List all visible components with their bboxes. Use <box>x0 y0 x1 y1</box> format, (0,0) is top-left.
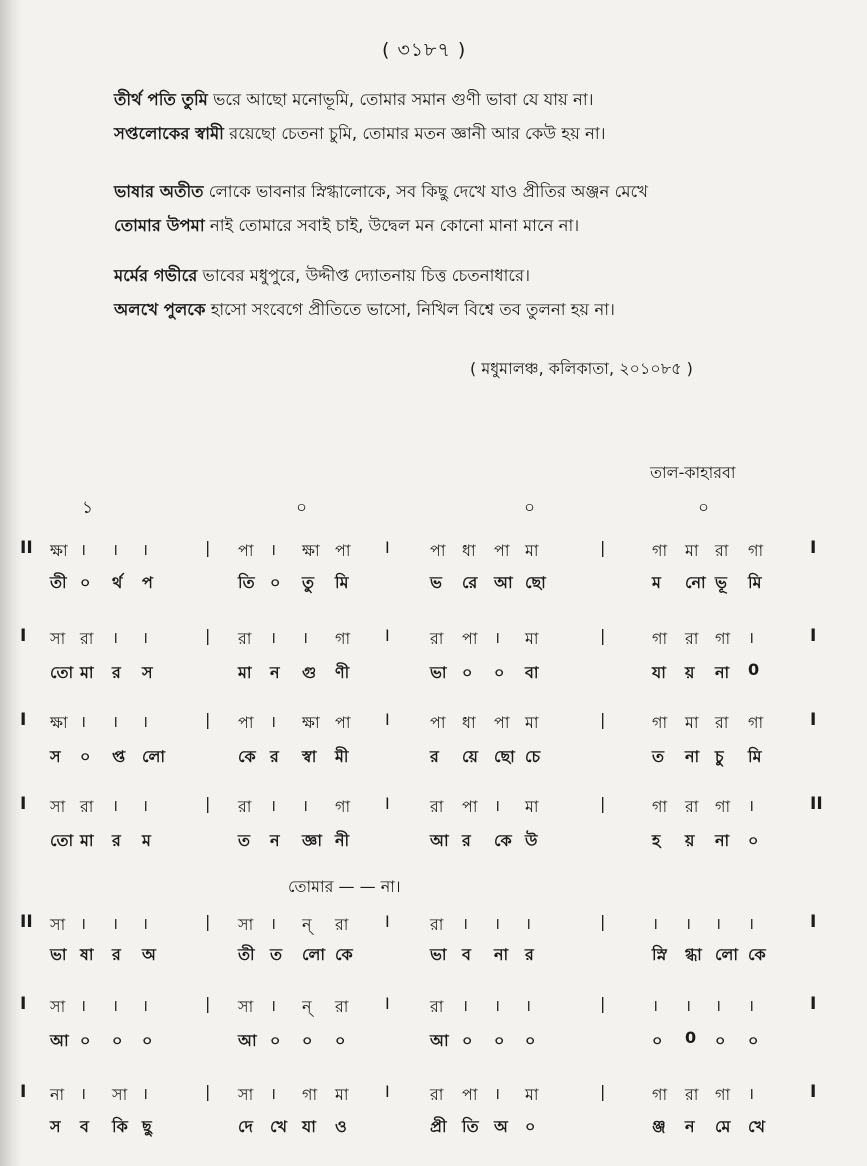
verse-line-rest: হাসো সংবেগে প্রীতিতে ভাসো, নিখিল বিশ্বে তব তুলনা হয় না। <box>205 300 615 319</box>
swara-note: । <box>302 628 309 647</box>
division-barline: | <box>600 710 606 729</box>
beat-marker: ০ <box>698 498 710 518</box>
swara-note: গা <box>335 797 351 816</box>
verse-line-start: সপ্তলোকের স্বামী <box>114 124 224 143</box>
lyric-syllable: ০ <box>270 573 281 592</box>
swara-note: পা <box>238 541 254 560</box>
swara-note: পা <box>335 713 351 732</box>
swara-note: মা <box>525 541 539 560</box>
swara-note: গা <box>748 541 764 560</box>
lyric-syllable: র্থ <box>112 573 123 592</box>
lyric-syllable: ন <box>685 1117 695 1136</box>
swara-note: সা <box>238 997 254 1016</box>
lyric-syllable: রে <box>462 573 478 592</box>
swara-note: । <box>112 540 119 559</box>
swara-note: রা <box>238 797 252 816</box>
swara-note: । <box>748 628 755 647</box>
verse-line-rest: ভাবের মধুপুরে, উদ্দীপ্ত দ্যোতনায় চিত্ত চেতনাধারে। <box>197 266 530 285</box>
lyric-syllable: জ্ঞা <box>302 831 322 850</box>
lyric-syllable: ভা <box>430 945 447 964</box>
division-barline: | <box>205 912 211 931</box>
division-barline: | <box>205 626 211 645</box>
division-barline: I <box>385 538 390 557</box>
swara-note: রা <box>430 1085 444 1104</box>
notation-lyric-row <box>0 1114 867 1150</box>
lyric-syllable: ব <box>80 1117 89 1136</box>
swara-note: । <box>80 914 87 933</box>
lyric-syllable: দে <box>238 1117 253 1136</box>
swara-note: । <box>270 628 277 647</box>
swara-note: ক্ষা <box>50 541 68 560</box>
verse-line-start: তীর্থ পতি তুমি <box>114 90 208 109</box>
swara-note: । <box>525 996 532 1015</box>
lyric-syllable: ত <box>238 831 251 850</box>
swara-note: । <box>715 996 722 1015</box>
lyric-syllable: র <box>112 663 121 682</box>
lyric-syllable: ০ <box>748 1031 759 1050</box>
notation-note-row <box>0 710 867 746</box>
division-barline: | <box>205 994 211 1013</box>
lyric-syllable: গু <box>302 663 317 682</box>
verse-line <box>114 92 594 109</box>
swara-note: গা <box>748 713 764 732</box>
swara-note: পা <box>238 713 254 732</box>
lyric-syllable: মি <box>748 573 762 592</box>
swara-note: মা <box>685 713 699 732</box>
lyric-syllable: ত <box>270 945 283 964</box>
lyric-syllable: নী <box>335 831 350 850</box>
end-barline: I <box>810 1082 817 1102</box>
lyric-syllable: র <box>112 945 121 964</box>
swara-note: । <box>80 540 87 559</box>
lyric-syllable: ণী <box>335 663 350 682</box>
swara-note: রা <box>430 997 444 1016</box>
lyric-syllable: অ <box>494 1117 508 1136</box>
lyric-syllable: ন <box>270 831 280 850</box>
taal-label: তাল-কাহারবা <box>650 463 736 482</box>
swara-note: গা <box>652 713 668 732</box>
swara-note: । <box>270 914 277 933</box>
swara-note: পা <box>494 541 510 560</box>
swara-note: । <box>748 914 755 933</box>
swara-note: গা <box>715 797 731 816</box>
swara-note: গা <box>715 629 731 648</box>
notation-lyric-row <box>0 660 867 696</box>
notation-note-row <box>0 994 867 1030</box>
swara-note: ক্ষা <box>50 713 68 732</box>
swara-note: । <box>685 996 692 1015</box>
swara-note: । <box>112 796 119 815</box>
swara-note: রা <box>430 629 444 648</box>
division-barline: I <box>385 710 390 729</box>
swara-note: ধা <box>462 541 476 560</box>
swara-note: । <box>748 796 755 815</box>
lyric-syllable: লো <box>302 945 326 964</box>
lyric-syllable: নো <box>685 573 706 592</box>
division-barline: I <box>385 912 390 931</box>
swara-note: ন্ <box>302 997 312 1016</box>
lyric-syllable: মি <box>748 747 762 766</box>
swara-note: পা <box>462 1085 478 1104</box>
swara-note: রা <box>715 541 729 560</box>
division-barline: I <box>385 1082 390 1101</box>
swara-note: রা <box>430 915 444 934</box>
lyric-syllable: ০ <box>80 1031 91 1050</box>
swara-note: । <box>748 996 755 1015</box>
swara-note: রা <box>335 915 349 934</box>
swara-note: গা <box>652 541 668 560</box>
lyric-syllable: ত <box>652 747 665 766</box>
swara-note: । <box>142 540 149 559</box>
verse-line <box>114 184 648 201</box>
start-barline: I <box>20 994 27 1014</box>
lyric-syllable: য় <box>685 663 695 682</box>
swara-note: রা <box>238 629 252 648</box>
swara-note: পা <box>462 797 478 816</box>
end-barline: I <box>810 994 817 1014</box>
lyric-syllable: কে <box>748 945 766 964</box>
lyric-syllable: যা <box>302 1117 316 1136</box>
swara-note: । <box>652 914 659 933</box>
swara-note: । <box>685 914 692 933</box>
beat-marker: ০ <box>296 498 308 518</box>
start-barline: II <box>20 912 33 932</box>
lyric-syllable: 0 <box>748 660 760 679</box>
lyric-syllable: না <box>685 747 700 766</box>
lyric-syllable: র <box>112 831 121 850</box>
lyric-syllable: প্রী <box>430 1117 447 1136</box>
lyric-syllable: চে <box>525 747 541 766</box>
swara-note: রা <box>335 997 349 1016</box>
refrain-line: তোমার — — না। <box>288 877 401 896</box>
swara-note: পা <box>494 713 510 732</box>
lyric-syllable: ন <box>270 663 280 682</box>
end-barline: I <box>810 912 817 932</box>
swara-note: রা <box>685 629 699 648</box>
notation-note-row <box>0 538 867 574</box>
lyric-syllable: ০ <box>525 1117 536 1136</box>
end-barline: I <box>810 710 817 730</box>
verse-line-rest: নাই তোমারে সবাই চাই, উদ্বেল মন কোনো মানা মানে না। <box>204 216 580 235</box>
swara-note: গা <box>652 1085 668 1104</box>
swara-note: । <box>494 996 501 1015</box>
lyric-syllable: আ <box>430 831 449 850</box>
lyric-syllable: মি <box>335 573 349 592</box>
verse-line <box>114 268 530 285</box>
swara-note: রা <box>715 713 729 732</box>
lyric-syllable: ০ <box>80 573 91 592</box>
lyric-syllable: তি <box>238 573 255 592</box>
lyric-syllable: না <box>715 831 730 850</box>
lyric-syllable: কে <box>494 831 512 850</box>
division-barline: | <box>600 538 606 557</box>
lyric-syllable: কে <box>238 747 256 766</box>
swara-note: ন্ <box>302 915 312 934</box>
lyric-syllable: প্ত <box>112 747 126 766</box>
swara-note: । <box>494 1084 501 1103</box>
end-barline: II <box>810 794 823 814</box>
lyric-syllable: ০ <box>302 1031 313 1050</box>
swara-note: । <box>112 712 119 731</box>
lyric-syllable: তো <box>50 831 74 850</box>
lyric-syllable: ছো <box>525 573 546 592</box>
lyric-syllable: ম <box>142 831 151 850</box>
swara-note: পা <box>430 713 446 732</box>
lyric-syllable: ছু <box>142 1117 152 1136</box>
lyric-syllable: না <box>715 663 730 682</box>
division-barline: | <box>600 794 606 813</box>
notation-note-row <box>0 794 867 830</box>
lyric-syllable: অ <box>142 945 156 964</box>
lyric-syllable: স <box>50 1117 61 1136</box>
page-number: ( ৩১৮৭ ) <box>382 39 467 61</box>
lyric-syllable: খে <box>270 1117 287 1136</box>
verse-line-start: মর্মের গভীরে <box>114 266 198 285</box>
swara-note: । <box>462 914 469 933</box>
lyric-syllable: য় <box>685 831 695 850</box>
lyric-syllable: ম <box>652 573 661 592</box>
swara-note: সা <box>50 915 66 934</box>
lyric-syllable: ০ <box>652 1031 663 1050</box>
lyric-syllable: উ <box>525 831 538 850</box>
swara-note: । <box>270 540 277 559</box>
swara-note: ধা <box>462 713 476 732</box>
swara-note: । <box>494 914 501 933</box>
swara-note: রা <box>80 629 94 648</box>
swara-note: । <box>142 712 149 731</box>
division-barline: | <box>205 1082 211 1101</box>
lyric-syllable: ০ <box>112 1031 123 1050</box>
swara-note: মা <box>525 1085 539 1104</box>
swara-note: মা <box>525 629 539 648</box>
swara-note: । <box>142 1084 149 1103</box>
division-barline: I <box>385 994 390 1013</box>
start-barline: I <box>20 710 27 730</box>
lyric-syllable: আ <box>430 1031 449 1050</box>
swara-note: সা <box>50 997 66 1016</box>
swara-note: । <box>652 996 659 1015</box>
swara-note: গা <box>652 629 668 648</box>
lyric-syllable: ০ <box>462 1031 473 1050</box>
end-barline: I <box>810 626 817 646</box>
start-barline: II <box>20 538 33 558</box>
notation-lyric-row <box>0 744 867 780</box>
swara-note: রা <box>430 797 444 816</box>
start-barline: I <box>20 1082 27 1102</box>
swara-note: । <box>142 796 149 815</box>
lyric-syllable: লো <box>715 945 739 964</box>
verse-line-rest: ভরে আছো মনোভূমি, তোমার সমান গুণী ভাবা যে যায় না। <box>207 90 594 109</box>
lyric-syllable: তী <box>238 945 255 964</box>
swara-note: পা <box>430 541 446 560</box>
swara-note: । <box>270 796 277 815</box>
swara-note: রা <box>685 797 699 816</box>
lyric-syllable: মী <box>335 747 349 766</box>
start-barline: I <box>20 794 27 814</box>
verse-line <box>114 126 606 143</box>
swara-note: । <box>80 712 87 731</box>
swara-note: । <box>525 914 532 933</box>
division-barline: I <box>385 626 390 645</box>
verse-line-start: অলখে পুলকে <box>114 300 206 319</box>
lyric-syllable: আ <box>494 573 513 592</box>
lyric-syllable: মা <box>80 663 94 682</box>
composition-credit: ( মধুমালঞ্চ, কলিকাতা, ২০১০৮৫ ) <box>470 359 693 378</box>
lyric-syllable: তু <box>302 573 315 592</box>
lyric-syllable: কে <box>335 945 353 964</box>
notation-note-row <box>0 626 867 662</box>
lyric-syllable: ও <box>335 1117 347 1136</box>
lyric-syllable: হ <box>652 831 661 850</box>
lyric-syllable: ভা <box>430 663 447 682</box>
lyric-syllable: র <box>462 831 471 850</box>
lyric-syllable: লো <box>142 747 166 766</box>
swara-note: রা <box>685 1085 699 1104</box>
swara-note: সা <box>50 629 66 648</box>
swara-note: গা <box>302 1085 318 1104</box>
swara-note: মা <box>685 541 699 560</box>
lyric-syllable: স্বা <box>302 747 317 766</box>
lyric-syllable: তী <box>50 573 67 592</box>
start-barline: I <box>20 626 27 646</box>
lyric-syllable: যা <box>652 663 666 682</box>
swara-note: মা <box>525 797 539 816</box>
swara-note: । <box>112 628 119 647</box>
notation-lyric-row <box>0 570 867 606</box>
swara-note: মা <box>525 713 539 732</box>
lyric-syllable: না <box>494 945 509 964</box>
division-barline: I <box>385 794 390 813</box>
lyric-syllable: চু <box>715 747 724 766</box>
lyric-syllable: খে <box>748 1117 765 1136</box>
end-barline: I <box>810 538 817 558</box>
notation-note-row <box>0 1082 867 1118</box>
swara-note: । <box>142 996 149 1015</box>
lyric-syllable: স <box>142 663 153 682</box>
beat-marker: ০ <box>524 498 536 518</box>
lyric-syllable: স <box>50 747 61 766</box>
verse-line-start: তোমার উপমা <box>114 216 205 235</box>
swara-note: । <box>494 628 501 647</box>
swara-note: । <box>494 796 501 815</box>
swara-note: মা <box>335 1085 349 1104</box>
lyric-syllable: বা <box>525 663 539 682</box>
lyric-syllable: মে <box>715 1117 731 1136</box>
lyric-syllable: র <box>525 945 534 964</box>
swara-note: সা <box>238 1085 254 1104</box>
division-barline: | <box>205 710 211 729</box>
lyric-syllable: ০ <box>494 663 505 682</box>
lyric-syllable: ঞ্জ <box>652 1117 666 1136</box>
swara-note: ক্ষা <box>302 713 320 732</box>
verse-line-start: ভাষার অতীত <box>114 182 204 201</box>
lyric-syllable: আ <box>50 1031 69 1050</box>
lyric-syllable: ব <box>462 945 471 964</box>
swara-note: পা <box>335 541 351 560</box>
lyric-syllable: মা <box>238 663 252 682</box>
lyric-syllable: ষা <box>80 945 94 964</box>
lyric-syllable: ০ <box>525 1031 536 1050</box>
lyric-syllable: কি <box>112 1117 128 1136</box>
swara-note: । <box>80 1084 87 1103</box>
swara-note: গা <box>652 797 668 816</box>
lyric-syllable: প <box>142 573 153 592</box>
lyric-syllable: তি <box>462 1117 479 1136</box>
swara-note: না <box>50 1085 65 1104</box>
lyric-syllable: স্নি <box>652 945 667 964</box>
lyric-syllable: য়ে <box>462 747 478 766</box>
swara-note: পা <box>462 629 478 648</box>
division-barline: | <box>600 912 606 931</box>
notation-lyric-row <box>0 1028 867 1064</box>
swara-note: । <box>80 996 87 1015</box>
swara-note: । <box>302 796 309 815</box>
lyric-syllable: ০ <box>748 831 759 850</box>
lyric-syllable: ০ <box>335 1031 346 1050</box>
lyric-syllable: 0 <box>685 1028 697 1047</box>
lyric-syllable: গ্ধা <box>685 945 702 964</box>
verse-line <box>114 218 579 235</box>
lyric-syllable: ০ <box>142 1031 153 1050</box>
swara-note: । <box>462 996 469 1015</box>
swara-note: । <box>270 712 277 731</box>
swara-note: সা <box>50 797 66 816</box>
lyric-syllable: ০ <box>270 1031 281 1050</box>
swara-note: । <box>142 914 149 933</box>
swara-note: সা <box>112 1085 128 1104</box>
swara-note: সা <box>238 915 254 934</box>
lyric-syllable: র <box>430 747 439 766</box>
notation-lyric-row <box>0 828 867 864</box>
verse-line-rest: লোকে ভাবনার স্নিগ্ধালোকে, সব কিছু দেখে যাও প্রীতির অঞ্জন মেখে <box>203 182 648 201</box>
notation-lyric-row <box>0 942 867 978</box>
swara-note: । <box>270 996 277 1015</box>
lyric-syllable: ০ <box>80 747 91 766</box>
lyric-syllable: ছো <box>494 747 515 766</box>
division-barline: | <box>600 994 606 1013</box>
division-barline: | <box>205 794 211 813</box>
swara-note: । <box>715 914 722 933</box>
swara-note: । <box>270 1084 277 1103</box>
verse-line <box>114 302 615 319</box>
division-barline: | <box>600 1082 606 1101</box>
swara-note: । <box>142 628 149 647</box>
lyric-syllable: র <box>270 747 279 766</box>
lyric-syllable: ভূ <box>715 573 727 592</box>
swara-note: গা <box>715 1085 731 1104</box>
swara-note: রা <box>80 797 94 816</box>
division-barline: | <box>205 538 211 557</box>
swara-note: ক্ষা <box>302 541 320 560</box>
swara-note: । <box>112 914 119 933</box>
lyric-syllable: আ <box>238 1031 257 1050</box>
verse-line-rest: রয়েছো চেতনা চুমি, তোমার মতন জ্ঞানী আর কেউ হয় না। <box>223 124 606 143</box>
swara-note: গা <box>335 629 351 648</box>
division-barline: | <box>600 626 606 645</box>
lyric-syllable: ০ <box>462 663 473 682</box>
swara-note: । <box>748 1084 755 1103</box>
lyric-syllable: মা <box>80 831 94 850</box>
lyric-syllable: তো <box>50 663 74 682</box>
beat-marker: ১ <box>82 498 94 518</box>
lyric-syllable: ভ <box>430 573 442 592</box>
swara-note: । <box>112 996 119 1015</box>
lyric-syllable: ০ <box>494 1031 505 1050</box>
lyric-syllable: ভা <box>50 945 67 964</box>
lyric-syllable: ০ <box>715 1031 726 1050</box>
